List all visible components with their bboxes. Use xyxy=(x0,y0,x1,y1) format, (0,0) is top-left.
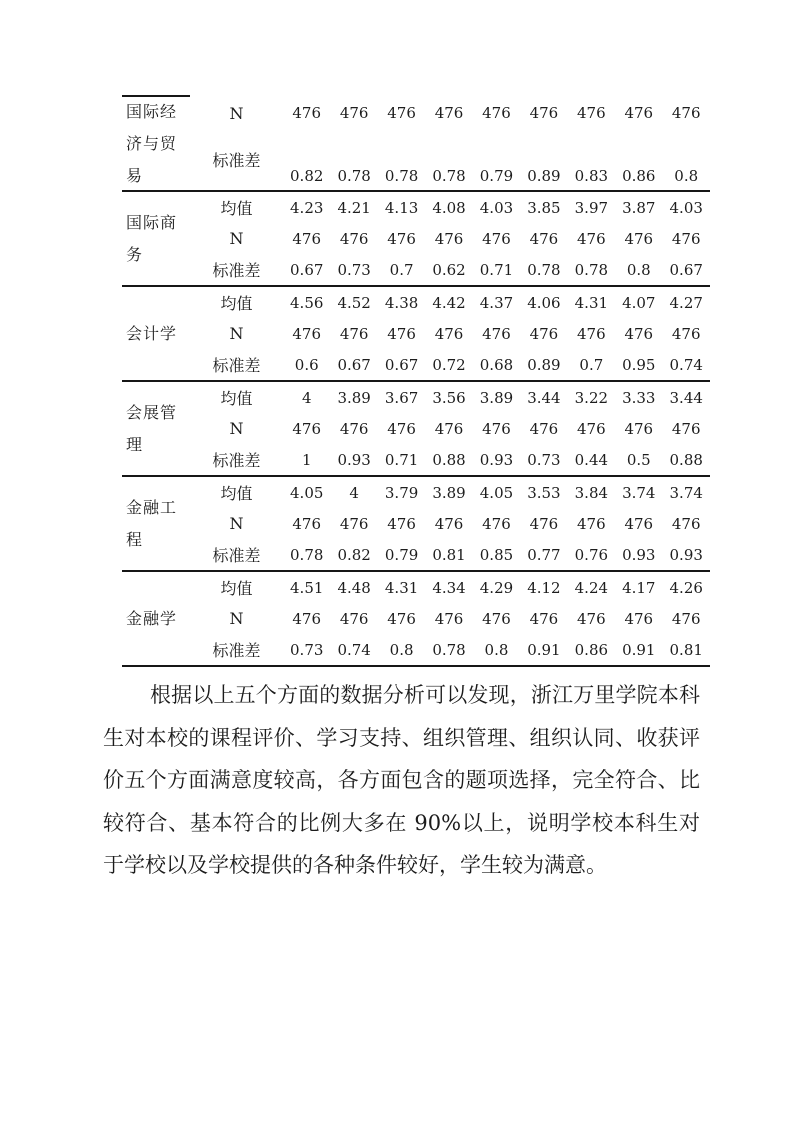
stat-value: 4.17 xyxy=(622,578,656,597)
stat-value: 476 xyxy=(577,609,606,628)
stat-value: 0.78 xyxy=(432,640,466,659)
stat-value: 0.82 xyxy=(337,545,371,564)
stat-value: 476 xyxy=(434,609,464,628)
stat-value: 0.78 xyxy=(290,545,324,564)
stat-value: 476 xyxy=(529,514,559,533)
stat-value: 4.03 xyxy=(479,198,514,217)
stat-value: 0.86 xyxy=(622,167,656,185)
stat-value: 476 xyxy=(387,104,416,122)
stat-value: 476 xyxy=(529,324,559,343)
stat-value: 476 xyxy=(339,324,369,343)
stat-value: 476 xyxy=(482,104,511,122)
stat-value: 476 xyxy=(529,229,559,248)
stat-value: 476 xyxy=(482,419,511,438)
stat-label: 均值 xyxy=(220,484,253,503)
stat-value: 0.83 xyxy=(574,167,609,185)
table-row xyxy=(190,129,710,190)
table-row xyxy=(190,477,710,508)
stat-value: 476 xyxy=(624,324,654,343)
stat-value: 0.8 xyxy=(674,167,699,185)
table-row xyxy=(190,97,710,129)
stat-value: 0.93 xyxy=(337,450,371,469)
stat-value: 4.03 xyxy=(669,198,703,217)
table-row xyxy=(190,318,710,349)
stat-value: 4.48 xyxy=(337,578,371,597)
stat-value: 4.31 xyxy=(384,578,419,597)
stat-value: 3.89 xyxy=(432,483,466,502)
stat-value: 0.78 xyxy=(527,260,561,279)
stat-label: 均值 xyxy=(220,294,253,313)
stat-label: 标准差 xyxy=(212,546,261,565)
stat-value: 0.78 xyxy=(384,167,419,185)
stat-value: 476 xyxy=(671,229,701,248)
stat-value: 0.67 xyxy=(337,355,371,374)
stat-value: 476 xyxy=(292,609,322,628)
major-name: 金融工程 xyxy=(126,497,178,549)
stat-value: 0.78 xyxy=(337,167,371,185)
stat-value: 3.89 xyxy=(337,388,371,407)
stat-value: 4.13 xyxy=(384,198,419,217)
stat-value: 476 xyxy=(577,104,606,122)
stat-value: 0.81 xyxy=(669,640,703,659)
stat-value: 476 xyxy=(434,229,464,248)
stat-value: 0.8 xyxy=(389,640,414,659)
stat-value: 0.93 xyxy=(622,545,656,564)
stat-value: 476 xyxy=(577,419,606,438)
stat-value: 3.44 xyxy=(669,388,703,407)
stat-value: 4.05 xyxy=(479,483,514,502)
stat-value: 0.79 xyxy=(384,545,419,564)
stat-value: 0.93 xyxy=(479,450,514,469)
table-row xyxy=(190,223,710,254)
stat-value: 0.88 xyxy=(432,450,466,469)
stat-label: 均值 xyxy=(220,579,253,598)
stat-value: 4.56 xyxy=(290,293,324,312)
stat-value: 3.97 xyxy=(574,198,609,217)
stat-label: N xyxy=(229,324,244,343)
stat-value: 3.87 xyxy=(622,198,656,217)
stat-value: 476 xyxy=(529,609,559,628)
stat-value: 0.78 xyxy=(574,260,609,279)
major-cell xyxy=(122,477,190,570)
stat-value: 3.74 xyxy=(669,483,703,502)
stat-value: 0.67 xyxy=(290,260,324,279)
stat-value: 476 xyxy=(671,104,701,122)
stat-value: 0.8 xyxy=(626,260,651,279)
stat-value: 0.95 xyxy=(622,355,656,374)
major-cell xyxy=(122,97,190,190)
analysis-paragraph: 根据以上五个方面的数据分析可以发现，浙江万里学院本科生对本校的课程评价、学习支持、组织管理、组织认同、收获评价五个方面满意度较高，各方面包含的题项选择，完全符合、比较符合、基本符合的比例大多在 90%以上，说明学校本科生对于学校以及学校提供的各种条件较好，学生较为满意。 xyxy=(103,683,700,877)
table-row-group xyxy=(122,477,710,572)
stat-value: 476 xyxy=(624,104,654,122)
stat-value: 1 xyxy=(301,450,312,469)
stat-value: 476 xyxy=(292,104,322,122)
stat-value: 0.91 xyxy=(527,640,561,659)
stat-value: 4.07 xyxy=(622,293,656,312)
group-rows xyxy=(190,97,710,190)
major-name: 会展管理 xyxy=(126,402,178,454)
stat-value: 476 xyxy=(292,514,322,533)
group-rows xyxy=(190,382,710,475)
stat-value: 3.33 xyxy=(622,388,656,407)
stat-value: 0.82 xyxy=(290,167,324,185)
major-cell xyxy=(122,382,190,475)
table-row-group xyxy=(122,192,710,287)
stat-value: 476 xyxy=(577,514,606,533)
stat-value: 0.7 xyxy=(579,355,604,374)
stat-value: 0.81 xyxy=(432,545,466,564)
stat-value: 0.44 xyxy=(574,450,609,469)
table-row-group xyxy=(122,382,710,477)
stat-value: 4.23 xyxy=(290,198,324,217)
group-rows xyxy=(190,477,710,570)
stat-value: 4 xyxy=(349,483,359,502)
stat-value: 3.67 xyxy=(384,388,419,407)
table-partial-top-rule xyxy=(122,95,190,97)
stat-value: 476 xyxy=(292,229,322,248)
stat-value: 3.56 xyxy=(432,388,466,407)
stat-label: 标准差 xyxy=(212,261,261,280)
stat-value: 3.74 xyxy=(622,483,656,502)
stat-value: 476 xyxy=(387,419,416,438)
stat-value: 476 xyxy=(387,514,416,533)
stat-value: 476 xyxy=(624,609,654,628)
stat-value: 4.42 xyxy=(432,293,466,312)
stat-value: 476 xyxy=(671,324,701,343)
stat-value: 3.89 xyxy=(479,388,514,407)
stat-value: 3.79 xyxy=(384,483,419,502)
stat-label: N xyxy=(229,229,244,248)
stat-value: 0.8 xyxy=(484,640,509,659)
stat-value: 3.22 xyxy=(574,388,609,407)
table-row-group xyxy=(122,572,710,667)
stat-value: 4.34 xyxy=(432,578,466,597)
stat-value: 476 xyxy=(434,324,464,343)
stat-value: 0.67 xyxy=(669,260,703,279)
stat-value: 0.71 xyxy=(479,260,514,279)
major-cell xyxy=(122,572,190,665)
stat-value: 476 xyxy=(529,104,559,122)
major-name: 会计学 xyxy=(126,323,178,343)
stat-value: 476 xyxy=(482,229,511,248)
table-row xyxy=(190,539,710,570)
stat-value: 476 xyxy=(577,229,606,248)
stat-value: 476 xyxy=(671,514,701,533)
stat-label: 标准差 xyxy=(212,451,261,470)
stat-value: 4.24 xyxy=(574,578,609,597)
stat-value: 476 xyxy=(339,229,369,248)
stat-value: 476 xyxy=(292,324,322,343)
major-cell xyxy=(122,192,190,285)
table-row xyxy=(190,254,710,285)
stat-value: 0.68 xyxy=(479,355,514,374)
stat-value: 476 xyxy=(482,609,511,628)
stat-value: 476 xyxy=(624,419,654,438)
stat-label: N xyxy=(229,419,244,438)
stat-value: 4.05 xyxy=(290,483,324,502)
stat-value: 476 xyxy=(434,104,464,122)
stat-value: 0.74 xyxy=(669,355,703,374)
stat-value: 0.71 xyxy=(384,450,419,469)
stat-value: 0.78 xyxy=(432,167,466,185)
stat-label: 标准差 xyxy=(212,356,261,375)
stat-value: 476 xyxy=(529,419,559,438)
stat-value: 0.91 xyxy=(622,640,656,659)
table-row xyxy=(190,382,710,413)
stat-value: 0.73 xyxy=(337,260,371,279)
stat-value: 0.74 xyxy=(337,640,371,659)
stat-value: 4.08 xyxy=(432,198,466,217)
stat-value: 476 xyxy=(434,514,464,533)
table-row xyxy=(190,287,710,318)
stat-value: 4.31 xyxy=(574,293,609,312)
stat-label: 均值 xyxy=(220,389,253,408)
stat-value: 476 xyxy=(624,514,654,533)
stat-value: 476 xyxy=(671,419,701,438)
table-row-group xyxy=(122,97,710,192)
stat-value: 476 xyxy=(339,419,369,438)
stat-value: 4.12 xyxy=(527,578,561,597)
table-row-group xyxy=(122,287,710,382)
table-row xyxy=(190,508,710,539)
stat-value: 476 xyxy=(482,514,511,533)
stat-value: 4.38 xyxy=(384,293,419,312)
stat-value: 3.53 xyxy=(527,483,561,502)
stat-value: 0.79 xyxy=(479,167,514,185)
stat-value: 3.85 xyxy=(527,198,561,217)
stat-value: 0.89 xyxy=(527,355,561,374)
stat-value: 0.7 xyxy=(389,260,414,279)
stat-value: 476 xyxy=(387,609,416,628)
stat-value: 4 xyxy=(301,388,312,407)
major-name: 金融学 xyxy=(126,608,178,628)
group-rows xyxy=(190,287,710,380)
stat-value: 4.37 xyxy=(479,293,514,312)
major-cell xyxy=(122,287,190,380)
table-row xyxy=(190,413,710,444)
stat-value: 476 xyxy=(339,609,369,628)
stat-value: 476 xyxy=(624,229,654,248)
stat-value: 476 xyxy=(387,229,416,248)
group-rows xyxy=(190,572,710,665)
stat-value: 0.89 xyxy=(527,167,561,185)
table-row xyxy=(190,192,710,223)
stat-value: 476 xyxy=(482,324,511,343)
stat-value: 4.06 xyxy=(527,293,561,312)
stat-value: 0.85 xyxy=(479,545,514,564)
stat-label: N xyxy=(229,103,244,123)
stat-value: 0.88 xyxy=(669,450,703,469)
group-rows xyxy=(190,192,710,285)
table-row xyxy=(190,444,710,475)
stat-value: 4.29 xyxy=(479,578,514,597)
stat-value: 476 xyxy=(434,419,464,438)
stat-value: 4.51 xyxy=(290,578,324,597)
stat-value: 0.67 xyxy=(384,355,419,374)
major-name: 国际经济与贸易 xyxy=(126,101,178,185)
stat-value: 476 xyxy=(387,324,416,343)
stat-value: 476 xyxy=(339,514,369,533)
stat-value: 4.52 xyxy=(337,293,371,312)
stat-value: 0.6 xyxy=(294,355,319,374)
stat-value: 476 xyxy=(339,104,369,122)
stat-value: 4.26 xyxy=(669,578,703,597)
stat-value: 0.62 xyxy=(432,260,466,279)
stat-label: N xyxy=(229,514,244,533)
stat-value: 0.86 xyxy=(574,640,609,659)
stat-label: N xyxy=(229,609,244,628)
table-row xyxy=(190,572,710,603)
stat-label: 标准差 xyxy=(212,641,261,660)
table-row xyxy=(190,349,710,380)
stat-value: 476 xyxy=(292,419,322,438)
stat-value: 0.73 xyxy=(527,450,561,469)
stats-table xyxy=(122,97,710,667)
major-name: 国际商务 xyxy=(126,212,178,264)
table-row xyxy=(190,634,710,665)
stat-value: 0.73 xyxy=(290,640,324,659)
stat-value: 476 xyxy=(671,609,701,628)
stat-label: 均值 xyxy=(220,199,253,218)
stat-value: 4.21 xyxy=(337,198,371,217)
stat-value: 476 xyxy=(577,324,606,343)
stat-value: 0.93 xyxy=(669,545,703,564)
stat-value: 0.76 xyxy=(574,545,609,564)
stat-value: 0.72 xyxy=(432,355,466,374)
stat-value: 4.27 xyxy=(669,293,703,312)
stat-value: 3.44 xyxy=(527,388,561,407)
stat-value: 0.77 xyxy=(527,545,561,564)
table-row xyxy=(190,603,710,634)
stat-value: 0.5 xyxy=(626,450,651,469)
stat-value: 3.84 xyxy=(574,483,609,502)
stat-label: 标准差 xyxy=(212,151,261,170)
